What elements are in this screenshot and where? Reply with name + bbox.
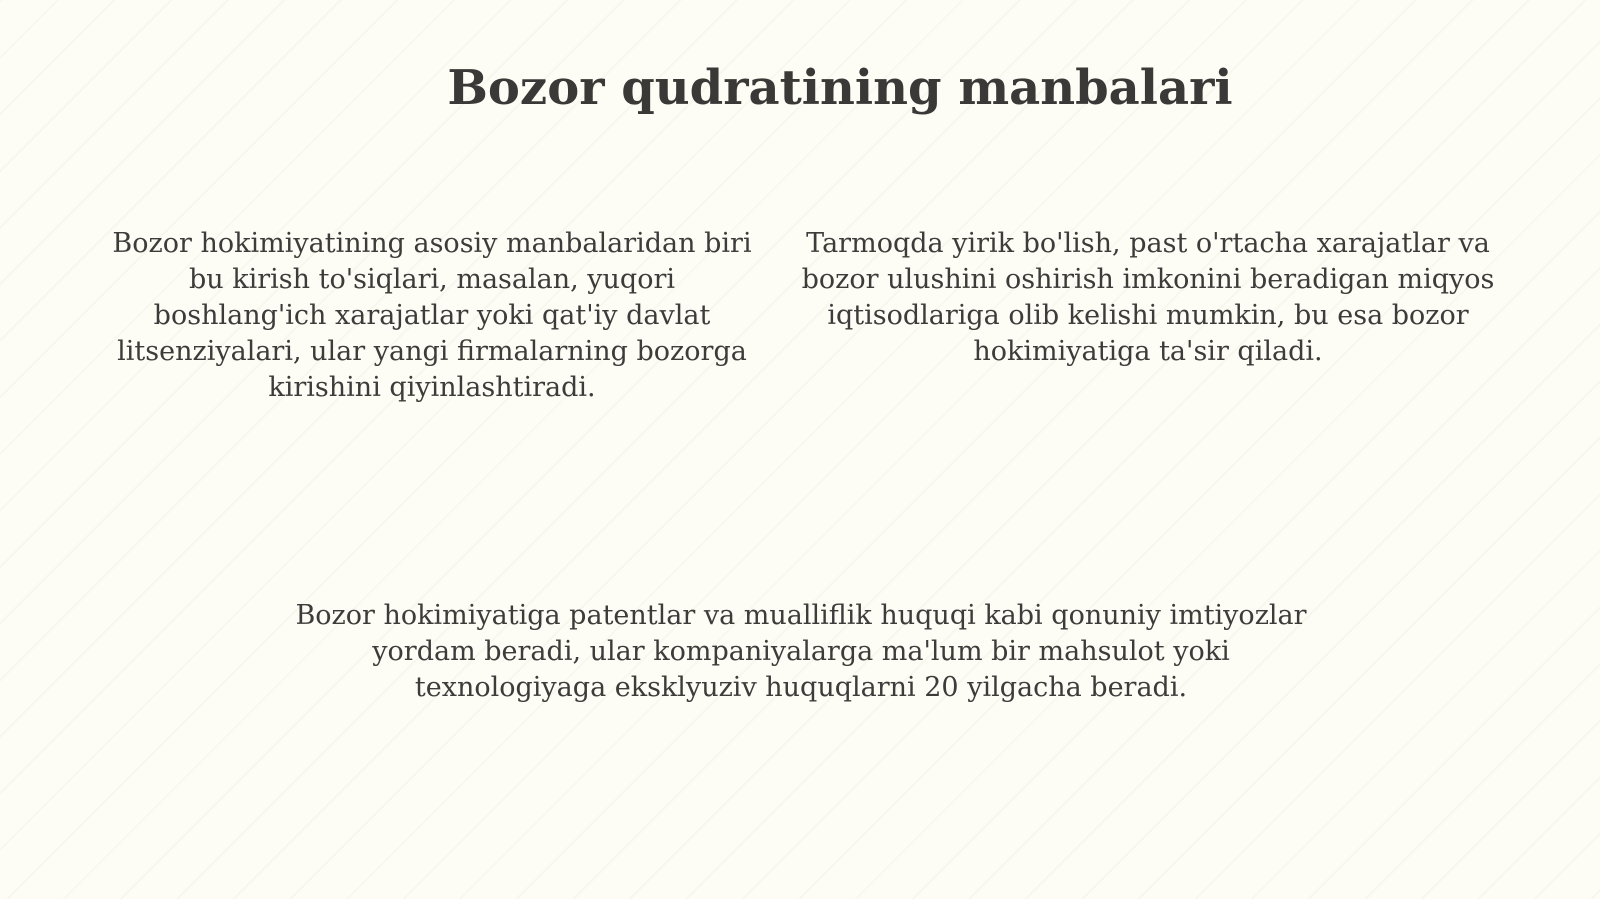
slide-title: Bozor qudratining manbalari bbox=[447, 60, 1233, 116]
paragraph-entry-barriers: Bozor hokimiyatining asosiy manbalaridan biri bu kirish to'siqlari, masalan, yuqori boshlang'ich xarajatlar yoki qat'iy davlat litsenziyalari, ular yangi firmalarning bozorga kirishini qiyinlashtiradi. bbox=[112, 228, 752, 403]
paragraph-legal-privileges: Bozor hokimiyatiga patentlar va mualliflik huquqi kabi qonuniy imtiyozlar yordam beradi, ular kompaniyalarga ma'lum bir mahsulot yoki texnologiyaga eksklyuziv huquqlarni 20 yilgacha beradi. bbox=[295, 600, 1307, 703]
paragraph-economies-of-scale: Tarmoqda yirik bo'lish, past o'rtacha xarajatlar va bozor ulushini oshirish imkonini beradigan miqyos iqtisodlariga olib kelishi mumkin, bu esa bozor hokimiyatiga ta'sir qiladi. bbox=[801, 228, 1495, 367]
